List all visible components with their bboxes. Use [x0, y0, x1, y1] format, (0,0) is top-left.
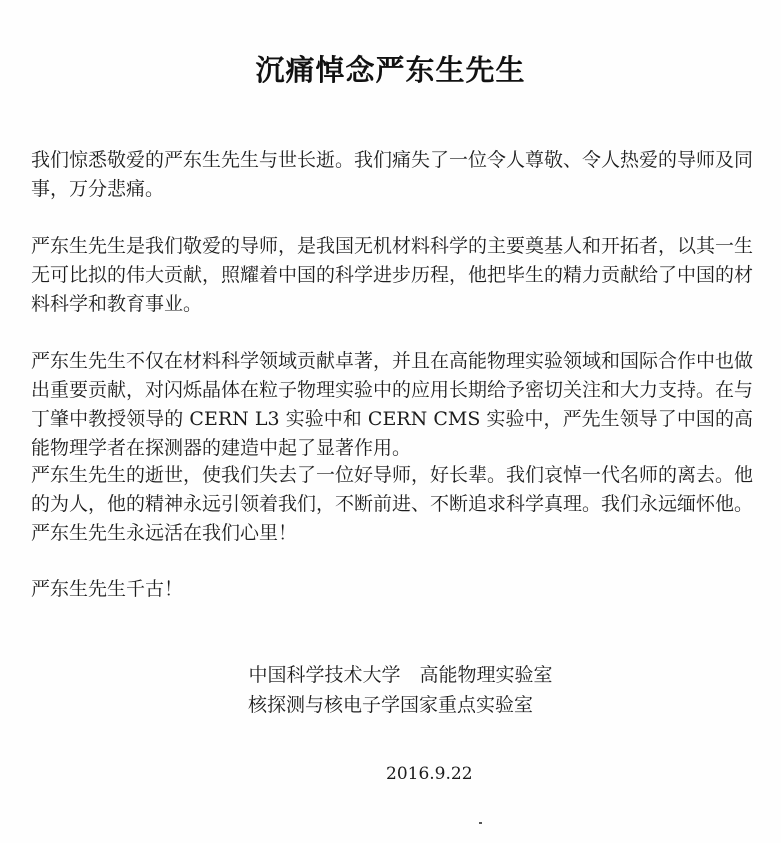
document-title: 沉痛悼念严东生先生 — [255, 53, 526, 87]
signature-line-1: 中国科学技术大学 高能物理实验室 — [248, 664, 553, 686]
signature-line-2: 核探测与核电子学国家重点实验室 — [247, 694, 533, 716]
paragraph-2: 严东生先生是我们敬爱的导师，是我国无机材料科学的主要奠基人和开拓者，以其一生无可比拟的伟大贡献，照耀着中国的科学进步历程，他把毕生的精力贡献给了中国的材料科学和教育事业。 — [31, 235, 754, 315]
scan-speck — [479, 822, 482, 824]
paragraph-4: 严东生先生的逝世，使我们失去了一位好导师，好长辈。我们哀悼一代名师的离去。他的为人，他的精神永远引领着我们，不断前进、不断追求科学真理。我们永远缅怀他。严东生先生永远活在我们心里！ — [31, 464, 754, 544]
paragraph-1: 我们惊悉敬爱的严东生先生与世长逝。我们痛失了一位令人尊敬、令人热爱的导师及同事，万分悲痛。 — [31, 149, 754, 200]
paragraph-5: 严东生先生千古！ — [31, 578, 184, 600]
document-date: 2016.9.22 — [386, 764, 473, 784]
paragraph-3: 严东生先生不仅在材料科学领域贡献卓著，并且在高能物理实验领域和国际合作中也做出重要贡献，对闪烁晶体在粒子物理实验中的应用长期给予密切关注和大力支持。在与丁肇中教授领导的 CERN L3 实验中和 CERN CMS 实验中，严先生领导了中国的高能物理学者在探测器的建造中起了显著作用。 — [31, 350, 754, 459]
